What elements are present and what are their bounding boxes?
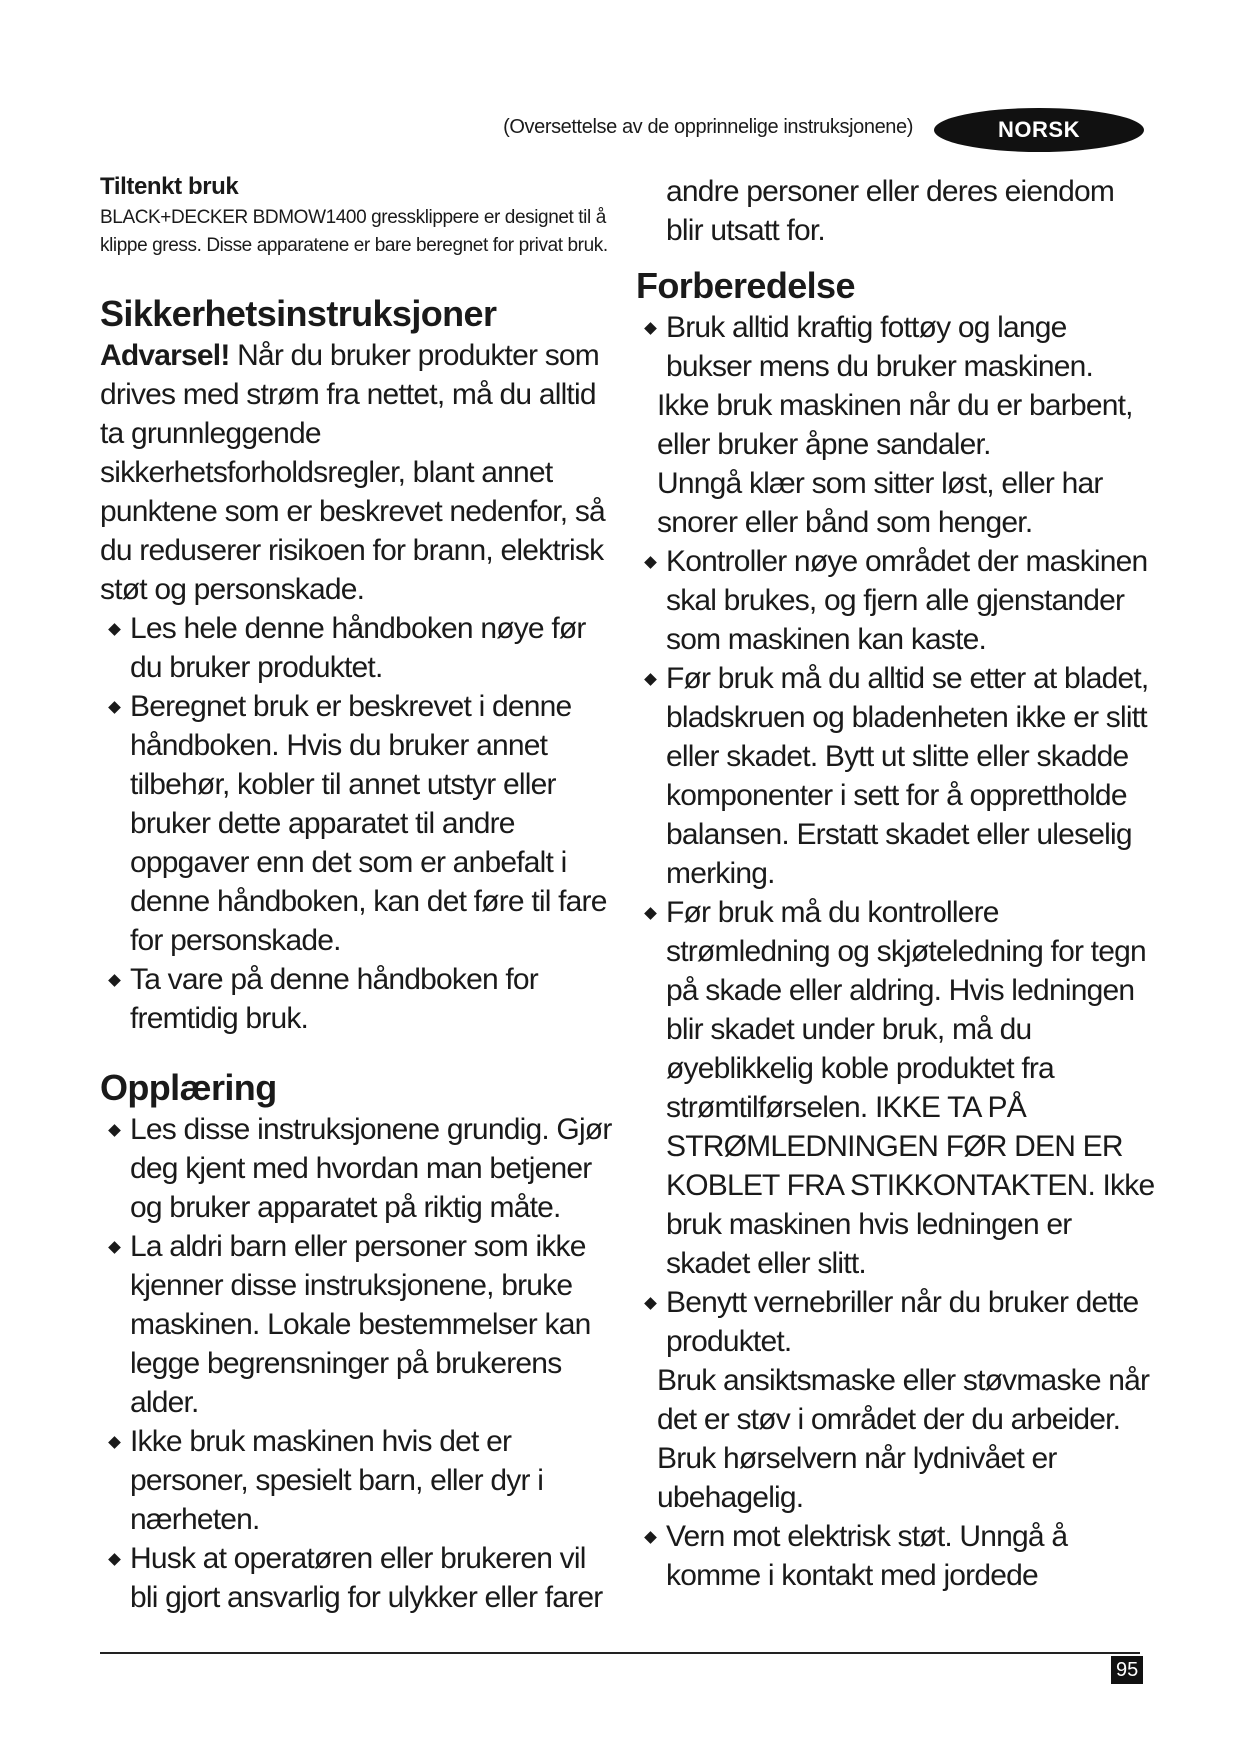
diamond-bullet-icon [108, 1241, 121, 1254]
list-sub-item: Ikke bruk maskinen når du er barbent, eller bruker åpne sandaler. [657, 389, 1133, 461]
list-item-text: Beregnet bruk er beskrevet i denne håndboken. Hvis du bruker annet tilbehør, kobler til annet utstyr eller bruker dette apparatet til andre oppgaver enn det som er anbefalt i denne håndboken, kan det føre til fare for personskade. [130, 690, 607, 957]
preparation-bullets [636, 308, 1156, 386]
intended-use-text: BLACK+DECKER BDMOW1400 gressklippere er designet til å klippe gress. Disse apparatene er bare beregnet for privat bruk. [100, 207, 608, 256]
warning-text: Når du bruker produkter som drives med strøm fra nettet, må du alltid ta grunnleggende sikkerhetsforholdsregler, blant annet punktene som er beskrevet nedenfor, så du reduserer risikoen for brann, elektrisk støt og personskade. [100, 339, 605, 606]
diamond-bullet-icon [644, 673, 657, 686]
page-number: 95 [1111, 1656, 1143, 1684]
list-item [636, 542, 1156, 659]
list-item-text: Vern mot elektrisk støt. Unngå å komme i kontakt med jordede [666, 1520, 1068, 1592]
list-item-text: Ta vare på denne håndboken for fremtidig bruk. [130, 963, 538, 1035]
list-item [100, 609, 620, 687]
list-item-text: Før bruk må du kontrollere strømledning og skjøteledning for tegn på skade eller aldring. Hvis ledningen blir skadet under bruk, må du øyeblikkelig koble produktet fra strømtilførselen. IKKE TA PÅ STRØMLEDNINGEN FØR DEN ER KOBLET FRA STIKKONTAKTEN. Ikke bruk maskinen hvis ledningen er skadet eller slitt. [666, 896, 1155, 1280]
diamond-bullet-icon [108, 1553, 121, 1566]
diamond-bullet-icon [108, 1436, 121, 1449]
list-item-text: Før bruk må du alltid se etter at bladet, bladskruen og bladenheten ikke er slitt eller skadet. Bytt ut slitte eller skadde komponenter i sett for å opprettholde balansen. Erstatt skadet eller uleselig merking. [666, 662, 1149, 890]
diamond-bullet-icon [644, 556, 657, 569]
left-column [100, 172, 620, 1617]
preparation-heading: Forberedelse [636, 265, 855, 306]
list-item-text: Les disse instruksjonene grundig. Gjør deg kjent med hvordan man betjener og bruker apparatet på riktig måte. [130, 1113, 612, 1224]
continuation-text: andre personer eller deres eiendom blir utsatt for. [666, 175, 1115, 247]
list-item [636, 893, 1156, 1283]
list-sub-item: Unngå klær som sitter løst, eller har snorer eller bånd som henger. [657, 467, 1103, 539]
list-item [100, 960, 620, 1038]
list-item [100, 687, 620, 960]
safety-heading: Sikkerhetsinstruksjoner [100, 293, 497, 334]
footer-divider [100, 1652, 1140, 1654]
preparation-bullets-cont [636, 542, 1156, 1361]
list-item [100, 1110, 620, 1227]
language-badge: NORSK [934, 108, 1144, 152]
intended-use-heading: Tiltenkt bruk [100, 173, 239, 200]
list-item [100, 1422, 620, 1539]
safety-warning [100, 336, 620, 609]
list-item [636, 308, 1156, 386]
list-item-text: Kontroller nøye området der maskinen skal brukes, og fjern alle gjenstander som maskinen kan kaste. [666, 545, 1148, 656]
safety-bullets [100, 609, 620, 1038]
list-item [100, 1539, 620, 1617]
list-item [636, 1283, 1156, 1361]
warning-label: Advarsel! [100, 339, 230, 372]
diamond-bullet-icon [644, 907, 657, 920]
preparation-bullets-end [636, 1517, 1156, 1595]
list-item [636, 659, 1156, 893]
diamond-bullet-icon [108, 701, 121, 714]
intended-use-section [100, 172, 620, 260]
diamond-bullet-icon [644, 1297, 657, 1310]
list-item [636, 1517, 1156, 1595]
diamond-bullet-icon [108, 974, 121, 987]
safety-section [100, 292, 620, 1038]
diamond-bullet-icon [644, 1531, 657, 1544]
header-caption: (Oversettelse av de opprinnelige instruksjonene) [503, 116, 913, 138]
diamond-bullet-icon [108, 1124, 121, 1137]
list-sub-item: Bruk ansiktsmaske eller støvmaske når det er støv i området der du arbeider. Bruk hørselvern når lydnivået er ubehagelig. [657, 1364, 1150, 1514]
list-item-text: La aldri barn eller personer som ikke kjenner disse instruksjonene, bruke maskinen. Lokale bestemmelser kan legge begrensninger på brukerens alder. [130, 1230, 591, 1419]
training-section [100, 1066, 620, 1617]
training-heading: Opplæring [100, 1067, 277, 1108]
diamond-bullet-icon [644, 322, 657, 335]
preparation-section [636, 264, 1156, 1595]
list-item [100, 1227, 620, 1422]
list-item-text: Les hele denne håndboken nøye før du bruker produktet. [130, 612, 586, 684]
right-column [636, 172, 1156, 1595]
diamond-bullet-icon [108, 623, 121, 636]
training-bullets [100, 1110, 620, 1617]
list-item-text: Benytt vernebriller når du bruker dette produktet. [666, 1286, 1139, 1358]
list-item-text: Husk at operatøren eller brukeren vil bli gjort ansvarlig for ulykker eller farer [130, 1542, 603, 1614]
list-item-text: Ikke bruk maskinen hvis det er personer, spesielt barn, eller dyr i nærheten. [130, 1425, 544, 1536]
list-item-text: Bruk alltid kraftig fottøy og lange bukser mens du bruker maskinen. [666, 311, 1094, 383]
